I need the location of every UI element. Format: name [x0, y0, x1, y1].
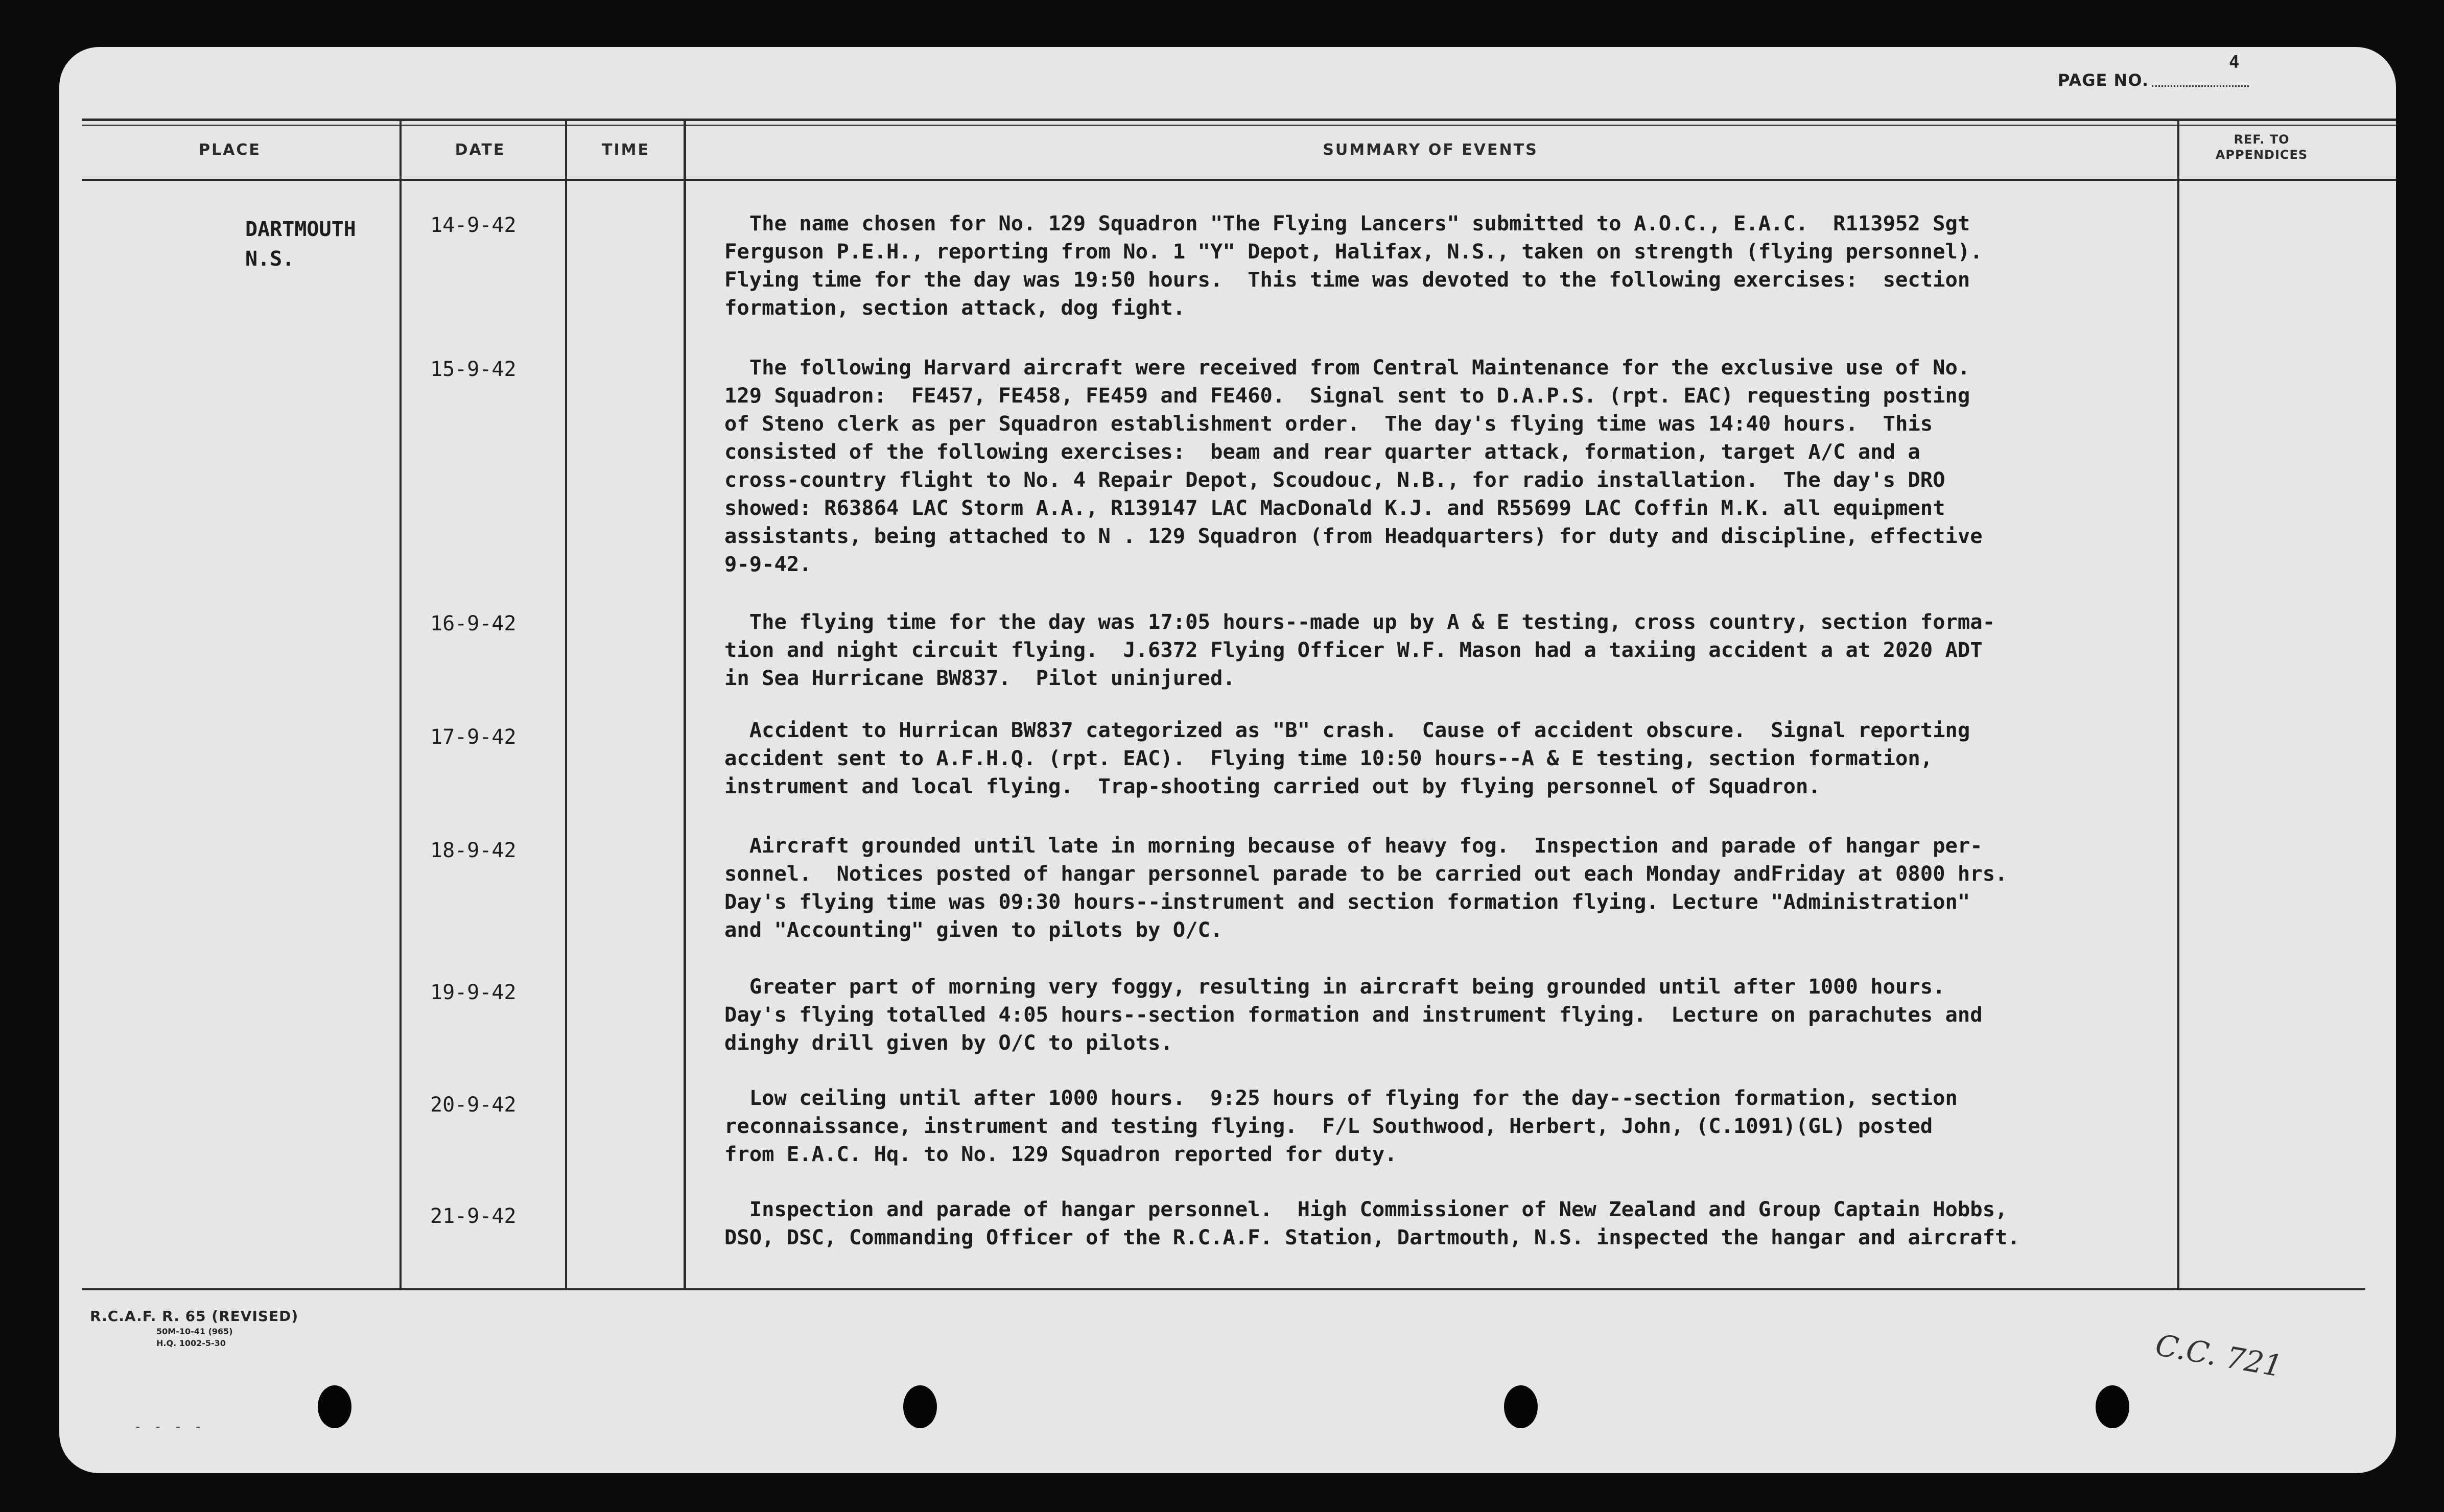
header-top-rule-thin — [82, 125, 2396, 126]
entry-summary: Aircraft grounded until late in morning because of heavy fog. Inspection and parade of hangar per- sonnel. Notices posted of hangar personnel parade to be carried out each Monday andFriday at 0800 hrs. Day's flying time was 09:30 hours--instrument and section formation flying. Lecture "Administration" and "Accounting" given to pilots by O/C. — [724, 833, 2008, 942]
form-identifier-print-run: 50M-10-41 (965) — [156, 1327, 233, 1336]
header-bottom-rule — [82, 179, 2396, 181]
entry-date: 19-9-42 — [430, 981, 516, 1004]
page-number-label: PAGE NO. — [2058, 70, 2149, 90]
punch-hole — [318, 1385, 351, 1428]
punch-hole — [1504, 1385, 1538, 1428]
entry-date: 15-9-42 — [430, 358, 516, 381]
column-rule-time-summary — [684, 121, 686, 1289]
column-header-date: DATE — [455, 141, 506, 159]
page-number-dotted-line — [2152, 85, 2249, 87]
entry-date: 17-9-42 — [430, 725, 516, 749]
column-rule-date-time — [565, 121, 567, 1289]
margin-marks: - - - - — [134, 1419, 204, 1434]
entry-summary: The following Harvard aircraft were received from Central Maintenance for the exclusive use of No. 129 Squadron: FE457, FE458, FE459 and FE460. Signal sent to D.A.P.S. (rpt. EAC) requesting posting of Steno clerk as per Squadron establishment order. The day's flying time was 14:40 hours. This consisted of the following exercises: beam and rear quarter attack, formation, target A/C and a cross-country flight to No. 4 Repair Depot, Scoudouc, N.B., for radio installation. The day's DRO showed: R63864 LAC Storm A.A., R139147 LAC MacDonald K.J. and R55699 LAC Coffin M.K. all equipment assistants, being attached to N . 129 Squadron (from Headquarters) for duty and discipline, effective 9-9-42. — [724, 355, 1983, 576]
entry-summary: Inspection and parade of hangar personnel. High Commissioner of New Zealand and Group Captain Hobbs, DSO, DSC, Commanding Officer of the R.C.A.F. Station, Dartmouth, N.S. inspected the hangar and aircraft. — [724, 1197, 2020, 1249]
column-rule-summary-ref — [2177, 121, 2179, 1289]
column-header-time: TIME — [602, 141, 650, 159]
form-identifier — [90, 1308, 298, 1348]
form-identifier-hq-ref: H.Q. 1002-5-30 — [156, 1338, 226, 1348]
header-top-rule — [82, 119, 2396, 121]
entry-summary: The name chosen for No. 129 Squadron "The Flying Lancers" submitted to A.O.C., E.A.C. R113952 Sgt Ferguson P.E.H., reporting from No. 1 "Y" Depot, Halifax, N.S., taken on strength (flying personnel). Flying time for the day was 19:50 hours. This time was devoted to the following exercises: section formation, section attack, dog fight. — [724, 211, 1983, 320]
entry-summary: Greater part of morning very foggy, resulting in aircraft being grounded until after 1000 hours. Day's flying totalled 4:05 hours--section formation and instrument flying. Lecture on parachutes and dinghy drill given by O/C to pilots. — [724, 974, 1983, 1055]
page-number — [2058, 52, 2249, 90]
entry-date: 16-9-42 — [430, 612, 516, 635]
table-bottom-rule — [82, 1288, 2365, 1290]
column-header-summary: SUMMARY OF EVENTS — [1323, 141, 1538, 159]
entry-summary: The flying time for the day was 17:05 hours--made up by A & E testing, cross country, section forma- tion and night circuit flying. J.6372 Flying Officer W.F. Mason had a taxiing accident a at 2020 ADT in Sea Hurricane BW837. Pilot uninjured. — [724, 609, 1995, 690]
column-rule-place-date — [400, 121, 402, 1289]
place-value: DARTMOUTH N.S. — [245, 218, 356, 271]
column-header-ref-line1: REF. TO — [2234, 132, 2290, 147]
entry-date: 18-9-42 — [430, 839, 516, 862]
column-header-ref-appendices — [2182, 132, 2341, 162]
column-header-place: PLACE — [199, 141, 261, 159]
entry-summary: Accident to Hurrican BW837 categorized as "B" crash. Cause of accident obscure. Signal reporting accident sent to A.F.H.Q. (rpt. EAC). Flying time 10:50 hours--A & E testing, section formation, instrument and local flying. Trap-shooting carried out by flying personnel of Squadron. — [724, 718, 1970, 798]
page-number-value: 4 — [2229, 52, 2240, 73]
column-header-ref-line2: APPENDICES — [2215, 148, 2308, 162]
handwritten-note: C.C. 721 — [2153, 1327, 2285, 1384]
form-identifier-title: R.C.A.F. R. 65 (REVISED) — [90, 1308, 299, 1325]
entry-summary: Low ceiling until after 1000 hours. 9:25 hours of flying for the day--section formation, section reconnaissance, instrument and testing flying. F/L Southwood, Herbert, John, (C.1091)(GL) posted from E.A.C. Hq. to No. 129 Squadron reported for duty. — [724, 1085, 1958, 1166]
punch-hole — [903, 1385, 937, 1428]
punch-hole — [2096, 1385, 2129, 1428]
entry-date: 21-9-42 — [430, 1204, 516, 1228]
entry-date: 20-9-42 — [430, 1093, 516, 1117]
entry-date: 14-9-42 — [430, 214, 516, 237]
